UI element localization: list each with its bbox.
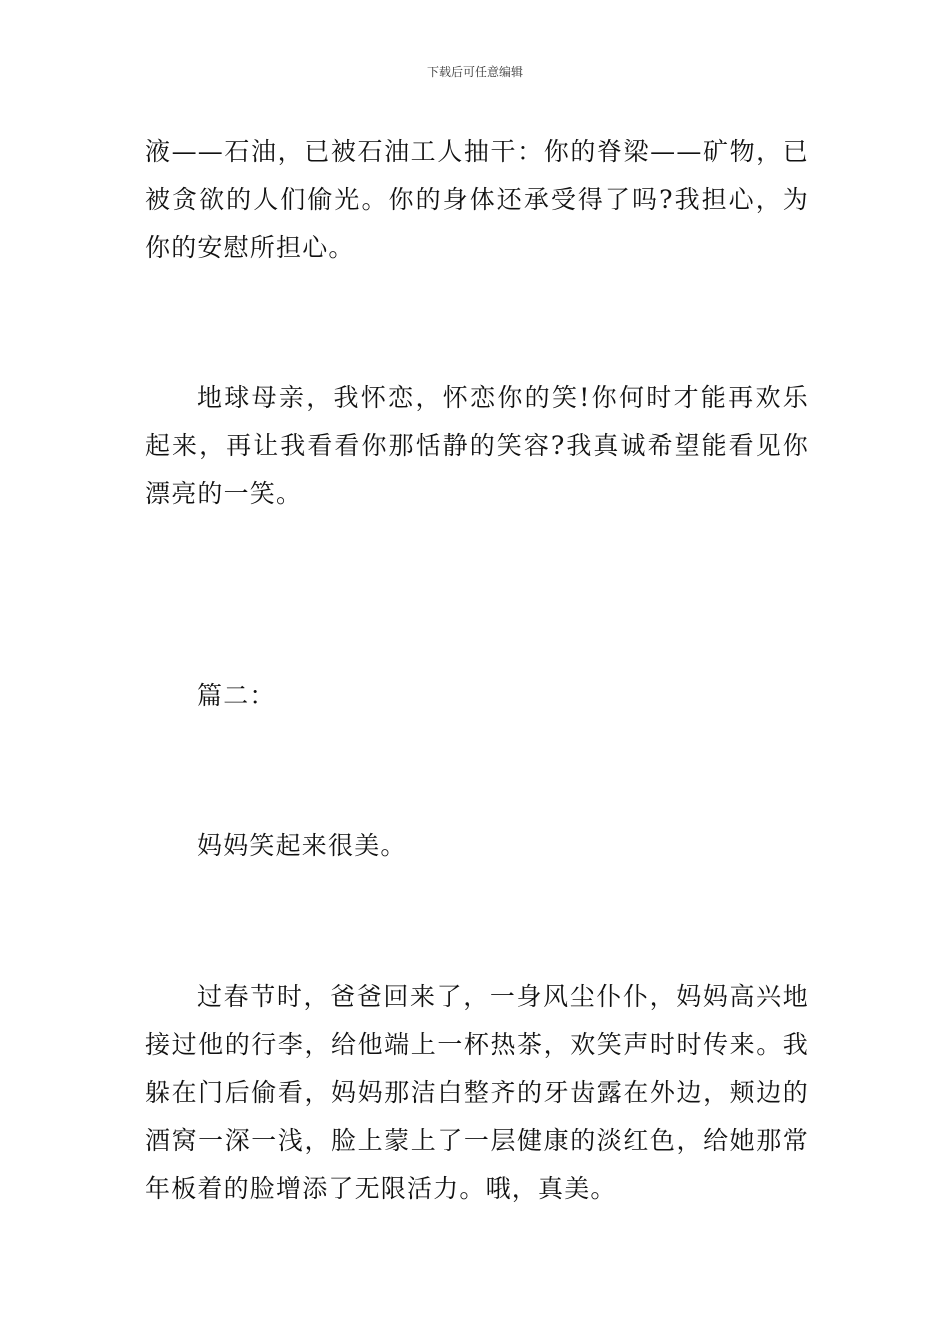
section-heading-part-two: 篇二：	[197, 681, 276, 710]
paragraph-earth-continued: 液——石油，已被石油工人抽干：你的脊梁——矿物，已被贪欲的人们偷光。你的身体还承受得了吗?我担心，为你的安慰所担心。	[145, 137, 809, 262]
paragraph-earth-smile: 地球母亲，我怀恋，怀恋你的笑!你何时才能再欢乐起来，再让我看看你那恬静的笑容?我真诚希望能看见你漂亮的一笑。	[145, 383, 809, 508]
paragraph-spring-festival: 过春节时，爸爸回来了，一身风尘仆仆，妈妈高兴地接过他的行李，给他端上一杯热茶，欢笑声时时传来。我躲在门后偷看，妈妈那洁白整齐的牙齿露在外边，颊边的酒窝一深一浅，脸上蒙上了一层健康的淡红色，给她那常年板着的脸增添了无限活力。哦，真美。	[145, 982, 809, 1203]
paragraph-mother-smile: 妈妈笑起来很美。	[197, 831, 407, 860]
document-body	[145, 128, 809, 1213]
page-header: 下载后可任意编辑	[426, 65, 523, 79]
